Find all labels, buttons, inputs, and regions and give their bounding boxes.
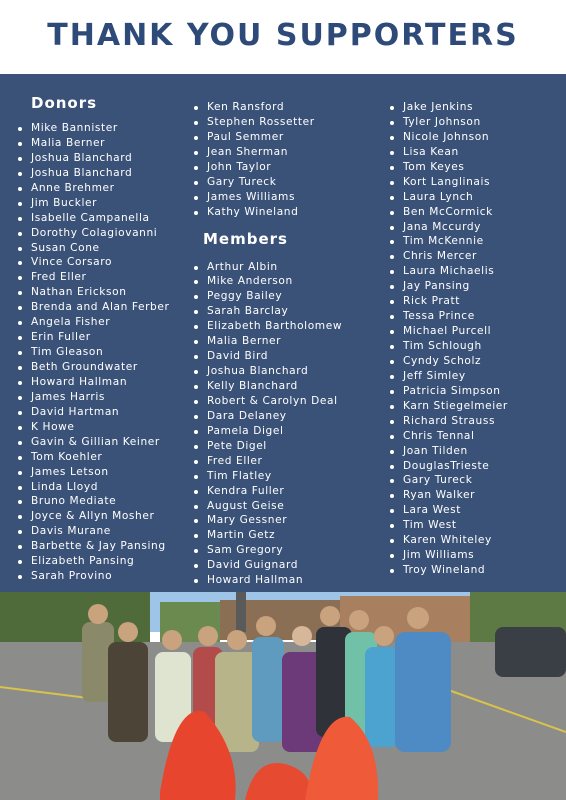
supporter-name: DouglasTrieste xyxy=(390,459,566,474)
supporter-name: Mary Gessner xyxy=(194,513,386,528)
supporter-name: Tim Gleason xyxy=(18,345,196,360)
supporter-name: Tom Keyes xyxy=(390,160,566,175)
supporter-name: Howard Hallman xyxy=(18,375,196,390)
page-title: THANK YOU SUPPORTERS xyxy=(47,18,519,53)
supporter-name: Kendra Fuller xyxy=(194,484,386,499)
supporter-name: Kathy Wineland xyxy=(194,205,386,220)
supporter-name: James Letson xyxy=(18,465,196,480)
supporter-name: Karn Stiegelmeier xyxy=(390,399,566,414)
supporter-name: Chris Tennal xyxy=(390,429,566,444)
supporter-name: Dorothy Colagiovanni xyxy=(18,226,196,241)
supporter-name: Elizabeth Pansing xyxy=(18,554,196,569)
supporter-name: Tyler Johnson xyxy=(390,115,566,130)
supporter-name: James Harris xyxy=(18,390,196,405)
supporter-name: Jean Sherman xyxy=(194,145,386,160)
supporter-name: Tessa Prince xyxy=(390,309,566,324)
supporter-name: Tim Flatley xyxy=(194,469,386,484)
donors-list xyxy=(18,121,196,584)
supporter-name: Malia Berner xyxy=(194,334,386,349)
supporter-name: Arthur Albin xyxy=(194,260,386,275)
supporter-name: Jana Mccurdy xyxy=(390,220,566,235)
supporter-name: Joan Tilden xyxy=(390,444,566,459)
supporter-name: Angela Fisher xyxy=(18,315,196,330)
supporter-name: Cyndy Scholz xyxy=(390,354,566,369)
supporter-name: Jeff Simley xyxy=(390,369,566,384)
supporter-name: Tim Schlough xyxy=(390,339,566,354)
supporter-name: Ben McCormick xyxy=(390,205,566,220)
supporter-name: Anne Brehmer xyxy=(18,181,196,196)
supporter-name: Michael Purcell xyxy=(390,324,566,339)
supporter-name: James Williams xyxy=(194,190,386,205)
right-column xyxy=(390,100,566,578)
supporter-name: Sarah Provino xyxy=(18,569,196,584)
supporter-name: Tim McKennie xyxy=(390,234,566,249)
supporter-name: Sarah Barclay xyxy=(194,304,386,319)
supporter-name: Chris Mercer xyxy=(390,249,566,264)
supporter-name: Vince Corsaro xyxy=(18,255,196,270)
supporter-name: Karen Whiteley xyxy=(390,533,566,548)
supporter-name: Joshua Blanchard xyxy=(194,364,386,379)
supporter-name: Patricia Simpson xyxy=(390,384,566,399)
supporter-name: David Guignard xyxy=(194,558,386,573)
supporter-name: Mike Anderson xyxy=(194,274,386,289)
supporter-name: Paul Semmer xyxy=(194,130,386,145)
supporter-name: Elizabeth Bartholomew xyxy=(194,319,386,334)
supporter-name: Jim Buckler xyxy=(18,196,196,211)
supporter-name: Laura Lynch xyxy=(390,190,566,205)
supporter-name: Beth Groundwater xyxy=(18,360,196,375)
supporter-name: Mike Bannister xyxy=(18,121,196,136)
supporter-name: Brenda and Alan Ferber xyxy=(18,300,196,315)
supporter-name: Linda Lloyd xyxy=(18,480,196,495)
supporter-name: K Howe xyxy=(18,420,196,435)
donors-column xyxy=(18,92,196,584)
supporter-name: David Bird xyxy=(194,349,386,364)
supporter-name: Stephen Rossetter xyxy=(194,115,386,130)
donors-heading: Donors xyxy=(31,94,98,112)
supporter-name: Susan Cone xyxy=(18,241,196,256)
supporter-name: Ken Ransford xyxy=(194,100,386,115)
supporter-name: Jake Jenkins xyxy=(390,100,566,115)
members-list-continued xyxy=(390,100,566,578)
supporter-name: Fred Eller xyxy=(194,454,386,469)
supporter-name: Howard Hallman xyxy=(194,573,386,588)
supporter-name: Rick Pratt xyxy=(390,294,566,309)
supporter-name: Davis Murane xyxy=(18,524,196,539)
supporter-name: Gavin & Gillian Keiner xyxy=(18,435,196,450)
supporter-name: Pete Digel xyxy=(194,439,386,454)
middle-column xyxy=(194,100,386,588)
header xyxy=(0,0,566,74)
supporter-name: Isabelle Campanella xyxy=(18,211,196,226)
supporter-name: August Geise xyxy=(194,499,386,514)
donors-list-continued xyxy=(194,100,386,220)
supporter-name: Richard Strauss xyxy=(390,414,566,429)
supporter-name: Kort Langlinais xyxy=(390,175,566,190)
supporter-name: Gary Tureck xyxy=(390,473,566,488)
supporter-name: Joyce & Allyn Mosher xyxy=(18,509,196,524)
supporter-name: Troy Wineland xyxy=(390,563,566,578)
supporter-name: Tim West xyxy=(390,518,566,533)
supporters-panel xyxy=(0,74,566,592)
supporter-name: Pamela Digel xyxy=(194,424,386,439)
supporter-name: Peggy Bailey xyxy=(194,289,386,304)
supporter-name: Laura Michaelis xyxy=(390,264,566,279)
supporter-name: Bruno Mediate xyxy=(18,494,196,509)
supporter-name: Lara West xyxy=(390,503,566,518)
supporter-name: Kelly Blanchard xyxy=(194,379,386,394)
supporter-name: Robert & Carolyn Deal xyxy=(194,394,386,409)
supporter-name: Tom Koehler xyxy=(18,450,196,465)
volunteer-group-photo xyxy=(0,592,566,800)
supporter-name: Malia Berner xyxy=(18,136,196,151)
supporter-name: Gary Tureck xyxy=(194,175,386,190)
supporter-name: Dara Delaney xyxy=(194,409,386,424)
supporter-name: Nathan Erickson xyxy=(18,285,196,300)
supporter-name: Joshua Blanchard xyxy=(18,151,196,166)
supporter-name: Ryan Walker xyxy=(390,488,566,503)
supporter-name: Nicole Johnson xyxy=(390,130,566,145)
supporter-name: Fred Eller xyxy=(18,270,196,285)
members-list xyxy=(194,260,386,589)
supporter-name: Lisa Kean xyxy=(390,145,566,160)
group-photo-illustration xyxy=(0,592,566,800)
supporter-name: Jay Pansing xyxy=(390,279,566,294)
supporter-name: David Hartman xyxy=(18,405,196,420)
supporter-name: Sam Gregory xyxy=(194,543,386,558)
supporter-name: Martin Getz xyxy=(194,528,386,543)
supporter-name: Erin Fuller xyxy=(18,330,196,345)
members-heading: Members xyxy=(203,229,288,248)
supporter-name: Jim Williams xyxy=(390,548,566,563)
supporter-name: John Taylor xyxy=(194,160,386,175)
supporter-name: Barbette & Jay Pansing xyxy=(18,539,196,554)
supporter-name: Joshua Blanchard xyxy=(18,166,196,181)
